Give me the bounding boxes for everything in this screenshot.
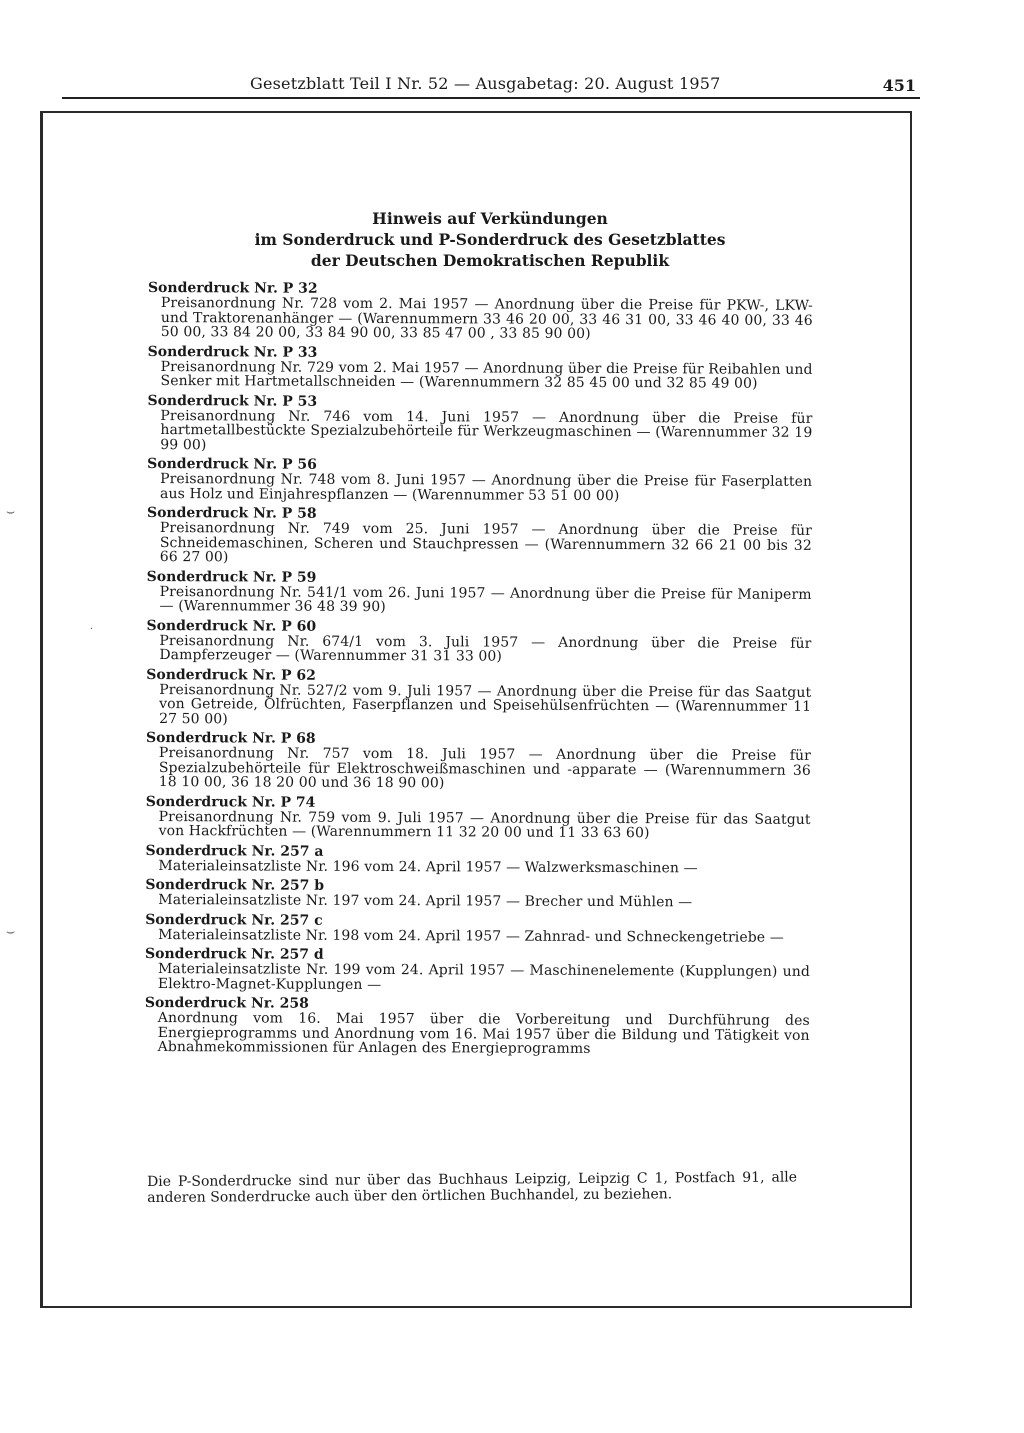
entry-title: Sonderdruck Nr. P 58: [146, 504, 317, 522]
entry-title: Sonderdruck Nr. 257 a: [145, 842, 324, 860]
entry-list: [145, 280, 813, 1061]
list-item: [146, 666, 811, 728]
entry-title: Sonderdruck Nr. P 68: [145, 729, 316, 747]
list-item: [145, 842, 810, 875]
list-item: [147, 456, 812, 504]
entry-title: Sonderdruck Nr. P 74: [145, 793, 316, 811]
entry-text: Preisanordnung Nr. 748 vom 8. Juni 1957 — Anordnung über die Preise für Faserplatten aus Holz und Einjahrespflanzen — (Warennummer 53 51 00 00): [160, 471, 813, 504]
list-item: [148, 343, 813, 391]
entry-text: Materialeinsatzliste Nr. 198 vom 24. April 1957 — Zahnrad- und Schneckengetriebe —: [158, 926, 784, 946]
entry-text: Anordnung vom 16. Mai 1957 über die Vorbereitung und Durchführung des Energieprogramms und Anordnung vom 16. Mai 1957 über die Bildung und Tätigkeit von Abnahmekommissionen für Anlagen des Energieprogramms: [157, 1010, 810, 1057]
title-line-3: der Deutschen Demokratischen Republik: [310, 251, 670, 270]
entry-title: Sonderdruck Nr. P 62: [146, 666, 316, 684]
list-item: [146, 730, 811, 792]
list-item: [145, 877, 810, 910]
list-item: [147, 505, 812, 567]
entry-title: Sonderdruck Nr. P 33: [147, 343, 318, 361]
list-item: [145, 995, 810, 1057]
list-item: [146, 617, 811, 665]
notice-title: [160, 208, 820, 271]
list-item: [147, 392, 812, 454]
page-header: [62, 70, 918, 96]
title-line-1: Hinweis auf Verkündungen: [372, 209, 608, 228]
entry-title: Sonderdruck Nr. 257 d: [145, 945, 324, 963]
entry-title: Sonderdruck Nr. 258: [144, 994, 309, 1012]
list-item: [145, 946, 810, 994]
entry-text: Materialeinsatzliste Nr. 196 vom 24. April 1957 — Walzwerksmaschinen —: [158, 857, 698, 876]
entry-title: Sonderdruck Nr. P 60: [146, 617, 317, 635]
entry-text: Preisanordnung Nr. 674/1 vom 3. Juli 1957 — Anordnung über die Preise für Dampferzeuger — (Warennummer 31 31 33 00): [159, 632, 812, 665]
margin-tick-mark: ⌣: [6, 924, 16, 940]
entry-title: Sonderdruck Nr. P 32: [147, 280, 318, 297]
margin-tick-mark: ⌣: [6, 504, 16, 520]
entry-text: Preisanordnung Nr. 527/2 vom 9. Juli 1957 — Anordnung über die Preise für das Saatgut von Getreide, Ölfrüchten, Faserpflanzen und Speisehülsenfrüchten — (Warennummer 11 27 50 00): [159, 681, 812, 727]
list-item: [145, 911, 810, 944]
entry-title: Sonderdruck Nr. P 56: [147, 455, 317, 473]
entry-title: Sonderdruck Nr. P 53: [147, 392, 318, 410]
distribution-note: Die P-Sonderdrucke sind nur über das Buchhaus Leipzig, Leipzig C 1, Postfach 91, alle anderen Sonderdrucke auch über den örtlichen Buchhandel, zu beziehen.: [147, 1169, 798, 1206]
list-item: [147, 568, 812, 616]
title-line-2: im Sonderdruck und P-Sonderdruck des Gesetzblattes: [254, 230, 726, 249]
entry-title: Sonderdruck Nr. 257 b: [145, 876, 325, 894]
entry-text: Materialeinsatzliste Nr. 199 vom 24. April 1957 — Maschinenelemente (Kupplungen) und Elektro-Magnet-Kupplungen —: [157, 961, 811, 993]
entry-text: Preisanordnung Nr. 729 vom 2. Mai 1957 — Anordnung über die Preise für Reibahlen und Senker mit Hartmetallschneiden — (Warennummern 32 85 45 00 und 32 85 49 00): [160, 358, 813, 392]
entry-text: Preisanordnung Nr. 759 vom 9. Juli 1957 — Anordnung über die Preise für das Saatgut von Hackfrüchten — (Warennummern 11 32 20 00 und 11 33 63 60): [158, 808, 811, 842]
entry-text: Preisanordnung Nr. 746 vom 14. Juni 1957 — Anordnung über die Preise für hartmetallbestückte Spezialzubehörteile für Werkzeugmaschinen — (Warennummer 32 19 99 00): [160, 407, 813, 453]
entry-text: Preisanordnung Nr. 728 vom 2. Mai 1957 — Anordnung über die Preise für PKW-, LKW- und Traktorenanhänger — (Warennummern 33 46 20 00, 33 46 31 00, 33 46 40 00, 33 46 50 00, 33 84 20 00, 33 84 90 00, 33 85 47 00 , 33 85 90 00): [160, 295, 813, 342]
margin-dot-mark: ·: [90, 624, 94, 635]
list-item: [148, 280, 813, 342]
entry-text: Preisanordnung Nr. 541/1 vom 26. Juni 1957 — Anordnung über die Preise für Maniperm — (Warennummer 36 48 39 90): [159, 583, 812, 616]
entry-text: Materialeinsatzliste Nr. 197 vom 24. April 1957 — Brecher und Mühlen —: [158, 892, 693, 911]
entry-title: Sonderdruck Nr. 257 c: [145, 911, 323, 929]
list-item: [146, 793, 811, 841]
entry-title: Sonderdruck Nr. P 59: [146, 568, 317, 586]
entry-text: Preisanordnung Nr. 757 vom 18. Juli 1957 — Anordnung über die Preise für Spezialzubehörteile für Elektroschweißmaschinen und -apparate — (Warennummern 36 18 10 00, 36 18 20 00 und 36 18 90 00): [158, 745, 811, 792]
page-number: 451: [882, 76, 916, 95]
header-rule: [62, 97, 920, 99]
entry-text: Preisanordnung Nr. 749 vom 25. Juni 1957 — Anordnung über die Preise für Schneidemaschinen, Scheren und Stauchpressen — (Warennummern 32 66 21 00 bis 32 66 27 00): [159, 520, 812, 566]
header-title: Gesetzblatt Teil I Nr. 52 — Ausgabetag: 20. August 1957: [250, 74, 721, 93]
